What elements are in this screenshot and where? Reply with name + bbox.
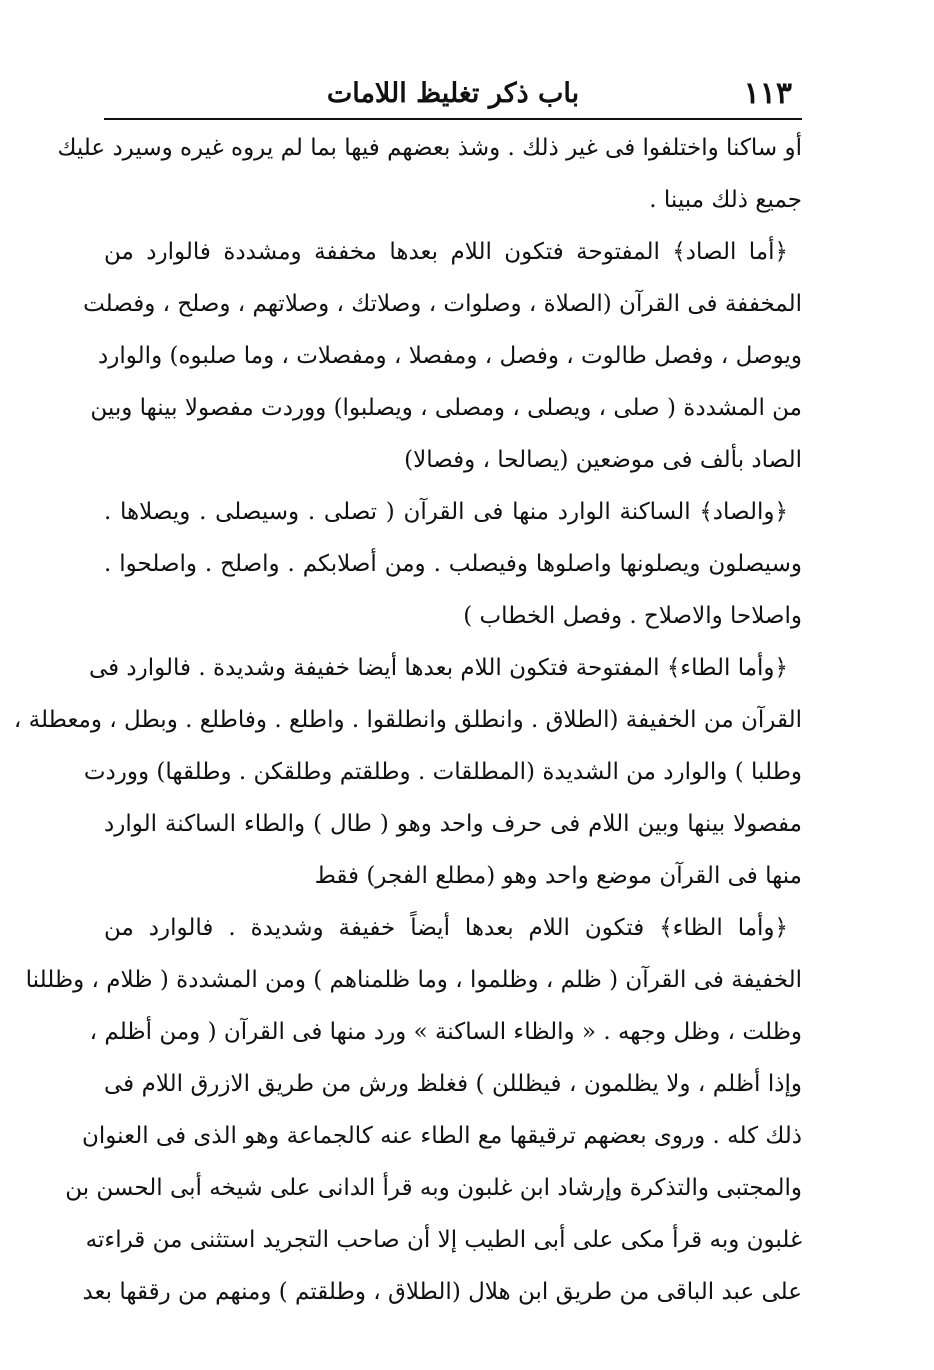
text-line: غلبون وبه قرأ مكى على أبى الطيب إلا أن صاحب التجريد استثنى من قراءته	[85, 1227, 802, 1253]
text-line: منها فى القرآن موضع واحد وهو (مطلع الفجر) فقط	[314, 863, 802, 889]
text-line: ويوصل ، وفصل طالوت ، وفصل ، ومفصلا ، ومفصلات ، وما صلبوه) والوارد	[98, 343, 802, 369]
text-line: وطلبا ) والوارد من الشديدة (المطلقات . وطلقتم وطلقكن . وطلقها) ووردت	[83, 759, 802, 785]
text-line: واصلاحا والاصلاح . وفصل الخطاب )	[463, 603, 802, 629]
page-header	[104, 66, 802, 120]
page-number: ١١٣	[743, 76, 792, 111]
text-line: وسيصلون ويصلونها واصلوها وفيصلب . ومن أصلابكم . واصلح . واصلحوا .	[104, 551, 802, 577]
text-line: أو ساكنا واختلفوا فى غير ذلك . وشذ بعضهم فيها بما لم يروه غيره وسيرد عليك	[57, 135, 802, 161]
paragraph-start-line: ﴿وأما الظاء﴾ فتكون اللام بعدها أيضاً خفيفة وشديدة . فالوارد من	[104, 915, 789, 941]
text-line: المخففة فى القرآن (الصلاة ، وصلوات ، وصلاتك ، وصلاتهم ، وصلح ، وفصلت	[83, 291, 802, 317]
text-line: جميع ذلك مبينا .	[649, 187, 802, 213]
running-title: باب ذكر تغليظ اللامات	[326, 78, 580, 109]
text-line: مفصولا بينها وبين اللام فى حرف واحد وهو ( طال ) والطاء الساكنة الوارد	[104, 811, 802, 837]
text-line: ذلك كله . وروى بعضهم ترقيقها مع الطاء عنه كالجماعة وهو الذى فى العنوان	[82, 1123, 802, 1149]
text-line: الصاد بألف فى موضعين (يصالحا ، وفصالا)	[404, 447, 802, 473]
paragraph-start-line: ﴿وأما الطاء﴾ المفتوحة فتكون اللام بعدها أيضا خفيفة وشديدة . فالوارد فى	[88, 655, 788, 681]
text-line: القرآن من الخفيفة (الطلاق . وانطلق وانطلقوا . واطلع . وفاطلع . وبطل ، ومعطلة ،	[13, 707, 802, 733]
text-line: وإذا أظلم ، ولا يظلمون ، فيظللن ) فغلظ ورش من طريق الازرق اللام فى	[104, 1071, 802, 1097]
text-line: على عبد الباقى من طريق ابن هلال (الطلاق ، وطلقتم ) ومنهم من رققها بعد	[82, 1279, 802, 1305]
text-line: من المشددة ( صلى ، ويصلى ، ومصلى ، ويصلبوا) ووردت مفصولا بينها وبين	[90, 395, 802, 421]
text-line: والمجتبى والتذكرة وإرشاد ابن غلبون وبه قرأ الدانى على شيخه أبى الحسن بن	[65, 1175, 802, 1201]
text-line: الخفيفة فى القرآن ( ظلم ، وظلموا ، وما ظلمناهم ) ومن المشددة ( ظلام ، وظللنا	[25, 967, 802, 993]
body-text	[13, 122, 802, 1318]
text-line: وظلت ، وظل وجهه . « والظاء الساكنة » ورد منها فى القرآن ( ومن أظلم ،	[89, 1019, 802, 1045]
paragraph-start-line: ﴿والصاد﴾ الساكنة الوارد منها فى القرآن ( تصلى . وسيصلى . ويصلاها .	[104, 499, 788, 525]
paragraph-start-line: ﴿أما الصاد﴾ المفتوحة فتكون اللام بعدها مخففة ومشددة فالوارد من	[104, 239, 788, 265]
